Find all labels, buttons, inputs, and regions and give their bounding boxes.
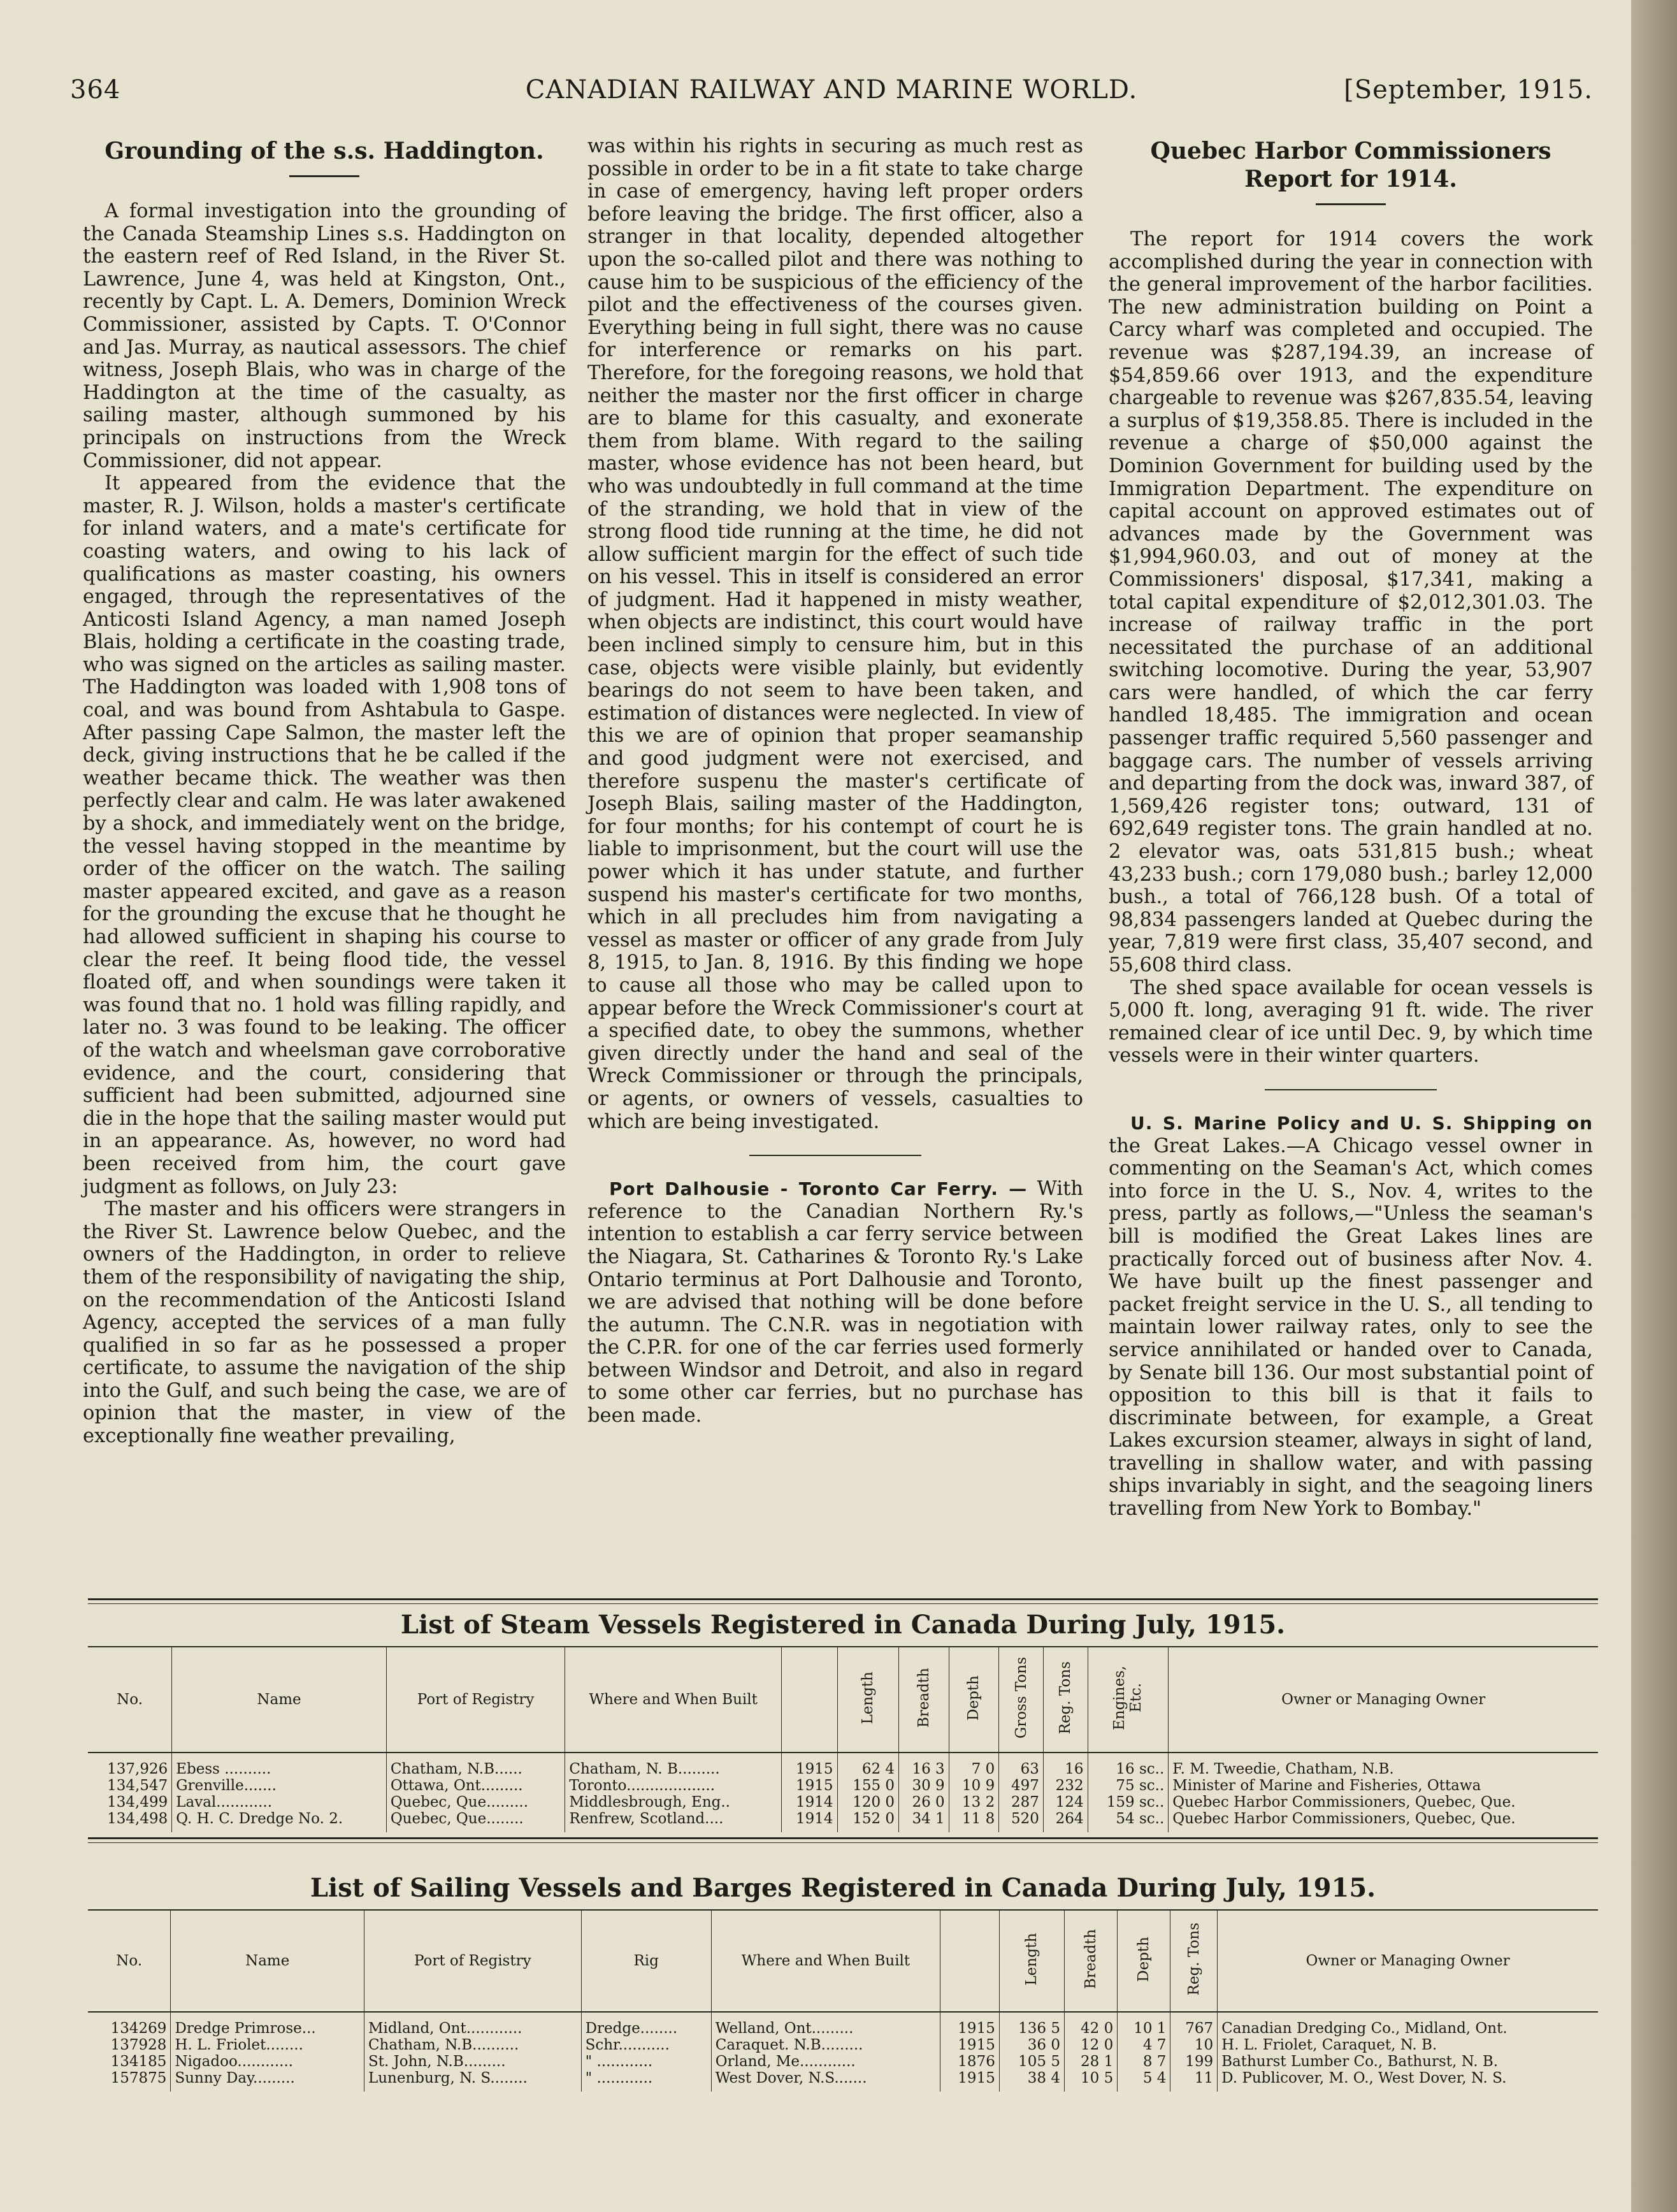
table-cell: 38 4: [999, 2070, 1064, 2092]
table-cell: 10 9: [949, 1777, 999, 1794]
sailing-vessels-section: [88, 1867, 1598, 2092]
table-cell: 134185: [110, 2053, 167, 2070]
table-cell: 34 1: [899, 1811, 949, 1832]
ferry-text: With reference to the Canadian Northern Ry.'s intention to establish a car ferry service between the Niagara, St. Catharines & Toronto Ry.'s Lake Ontario terminus at Port Dalhousie and Toronto, we are advised that nothing will be done before the autumn. The C.N.R. was in negotiation with the C.P.R. for one of the car ferries used formerly between Windsor and Detroit, and also in regard to some other car ferries, but no purchase has been made.: [587, 1178, 1083, 1428]
table-cell: 1914: [781, 1811, 837, 1832]
table-cell: 137,926: [107, 1761, 168, 1777]
table-row: [88, 2012, 1598, 2037]
double-rule: [88, 1598, 1598, 1604]
publication-title: CANADIAN RAILWAY AND MARINE WORLD.: [525, 75, 1138, 105]
paragraph-marine: [1109, 1112, 1593, 1521]
column-header-label: Length: [860, 1671, 877, 1724]
page-number: 364: [70, 75, 121, 105]
divider: [289, 175, 359, 177]
table-cell: 120 0: [837, 1794, 899, 1811]
column-header: Name: [172, 1647, 387, 1753]
column-header: [999, 1910, 1064, 2012]
table-row: [88, 2070, 1598, 2092]
table-cell: 75 sc..: [1088, 1777, 1169, 1794]
steam-vessels-section: [88, 1598, 1598, 1843]
table-cell: 157875: [110, 2070, 167, 2086]
column-header-label: Breadth: [915, 1668, 932, 1728]
table-cell: 497: [999, 1777, 1044, 1794]
paragraph: was within his rights in securing as much rest as possible in order to be in a fit state to take charge in case of emergency, having left proper orders before leaving the bridge. The first officer, also a stranger in that locality, depended altogether upon the so-called pilot and there was nothing to cause him to be suspicious of the efficiency of the pilot and the effectiveness of the courses given. Everything being in full sight, there was no cause for interference or remarks on his part. Therefore, for the foregoing reasons, we hold that neither the master nor the first officer in charge are to blame for this casualty, and exonerate them from blame. With regard to the sailing master, whose evidence has not been heard, but who was undoubtedly in full command at the time of the stranding, we hold that in view of the strong flood tide running at the time, he did not allow sufficient margin for the effect of such tide on his vessel. This in itself is considered an error of judgment. Had it happened in misty weather, when objects are indistinct, this court would have been inclined simply to censure him, but in this case, objects were visible plainly, but evidently bearings do not seem to have been taken, and estimation of distances were neglected. In view of this we are of opinion that proper seamanship and good judgment were not exercised, and therefore suspenu the master's certificate of Joseph Blais, sailing master of the Haddington, for four months; for his contempt of court he is liable to imprisonment, but the court will use the power which it has under statute, and further suspend his master's certificate for two months, which in all precludes him from navigating a vessel as master or officer of any grade from July 8, 1915, to Jan. 8, 1916. By this finding we hope to cause all those who may be called upon to appear before the Wreck Commissioner's court at a specified date, to obey the summons, whether given directly under the hand and seal of the Wreck Commissioner or through the principals, or agents, or owners of vessels, casualties to which are being investigated.: [587, 135, 1083, 1133]
column-header-label: Depth: [1135, 1936, 1153, 1982]
column-header: Name: [171, 1910, 364, 2012]
table-cell: Quebec Harbor Commissioners, Quebec, Que.: [1169, 1811, 1598, 1832]
column-header: Owner or Managing Owner: [1169, 1647, 1598, 1753]
table-cell: 264: [1043, 1811, 1088, 1832]
table-cell: " ............: [581, 2070, 711, 2092]
table-cell: Chatham, N.B......: [386, 1753, 565, 1777]
table-cell: 134,499: [107, 1794, 168, 1811]
table-cell: West Dover, N.S.......: [711, 2070, 940, 2092]
table-cell: Welland, Ont.........: [711, 2012, 940, 2037]
column-header-label: Engines, Etc.: [1111, 1665, 1145, 1730]
table-cell: 134,547: [107, 1777, 168, 1794]
table-cell: 63: [999, 1753, 1044, 1777]
table-cell: St. John, N.B.........: [364, 2053, 581, 2070]
column-header: Where and When Built: [711, 1910, 940, 2012]
column-2: [587, 135, 1083, 1428]
table-cell: Toronto...................: [565, 1777, 782, 1794]
table-row: [88, 2037, 1598, 2053]
table-cell: Chatham, N. B.........: [565, 1753, 782, 1777]
column-header: [781, 1647, 837, 1753]
sailing-vessels-table: [88, 1909, 1598, 2092]
column-header: Owner or Managing Owner: [1218, 1910, 1598, 2012]
table-cell: Grenville.......: [172, 1777, 387, 1794]
table-row: [88, 1777, 1598, 1794]
table-cell: 1915: [940, 2012, 1000, 2037]
table-cell: 1915: [781, 1777, 837, 1794]
ferry-heading: Port Dalhousie - Toronto Car Ferry. —: [609, 1178, 1028, 1200]
column-3: [1109, 131, 1593, 1521]
table-cell: 10: [1170, 2037, 1218, 2053]
table-cell: " ............: [581, 2053, 711, 2070]
table-cell: Orland, Me............: [711, 2053, 940, 2070]
paragraph: The shed space available for ocean vessels is 5,000 ft. long, averaging 91 ft. wide. The river remained clear of ice until Dec. 9, by which time vessels were in their winter quarters.: [1109, 976, 1593, 1067]
table-cell: D. Publicover, M. O., West Dover, N. S.: [1218, 2070, 1598, 2092]
table-cell: 36 0: [999, 2037, 1064, 2053]
marine-text: the Great Lakes.—A Chicago vessel owner in commenting on the Seaman's Act, which comes into force in the U. S., Nov. 4, writes to the press, partly as follows,—"Unless the seaman's bill is modified the Great Lakes lines are practically forced out of business after Nov. 4. We have built up the finest passenger and packet freight service in the U. S., all tending to maintain lower railway rates, only to see the service annihilated or handed over to Canada, by Senate bill 136. Our most substantial point of opposition to this bill is that it fails to discriminate between, for example, a Great Lakes excursion steamer, always in sight of land, travelling in shallow water, and with passing ships invariably in sight, and the seagoing liners travelling from New York to Bombay.": [1109, 1134, 1593, 1521]
table-row: [88, 1753, 1598, 1777]
table-cell: 124: [1043, 1794, 1088, 1811]
column-header: [1170, 1910, 1218, 2012]
column-header: [940, 1910, 1000, 2012]
page-header: [70, 75, 1593, 113]
table-cell: 155 0: [837, 1777, 899, 1794]
table-cell: Q. H. C. Dredge No. 2.: [172, 1811, 387, 1832]
table-row: [88, 1811, 1598, 1832]
column-header: [1118, 1910, 1170, 2012]
column-header-label: Gross Tons: [1012, 1656, 1030, 1739]
table-cell: Caraquet. N.B.........: [711, 2037, 940, 2053]
table-cell: Midland, Ont............: [364, 2012, 581, 2037]
table-cell: 54 sc..: [1088, 1811, 1169, 1832]
issue-date: [September, 1915.: [1344, 75, 1593, 105]
column-header-label: Length: [1023, 1932, 1040, 1986]
table-row: [88, 1794, 1598, 1811]
table-cell: 1915: [781, 1753, 837, 1777]
double-rule: [88, 1837, 1598, 1843]
column-header: [1043, 1647, 1088, 1753]
table-cell: 232: [1043, 1777, 1088, 1794]
column-header: No.: [88, 1910, 171, 2012]
column-header-label: Depth: [965, 1675, 982, 1721]
table-cell: H. L. Friolet........: [171, 2037, 364, 2053]
paragraph-ferry: [587, 1178, 1083, 1428]
table-cell: 137928: [110, 2037, 167, 2053]
column-header: Port of Registry: [364, 1910, 581, 2012]
marine-heading: U. S. Marine Policy and U. S. Shipping on: [1130, 1112, 1593, 1134]
table-cell: 8 7: [1118, 2053, 1170, 2070]
column-header: No.: [88, 1647, 172, 1753]
table-cell: 767: [1170, 2012, 1218, 2037]
table-cell: 26 0: [899, 1794, 949, 1811]
column-header: [999, 1647, 1044, 1753]
column-header: [899, 1647, 949, 1753]
table-cell: F. M. Tweedie, Chatham, N.B.: [1169, 1753, 1598, 1777]
table-cell: 28 1: [1065, 2053, 1118, 2070]
sail-table-title: List of Sailing Vessels and Barges Registered in Canada During July, 1915.: [310, 1873, 1376, 1903]
table-cell: 199: [1170, 2053, 1218, 2070]
table-cell: Ebess ..........: [172, 1753, 387, 1777]
table-cell: Laval............: [172, 1794, 387, 1811]
table-row: [88, 2053, 1598, 2070]
table-cell: Minister of Marine and Fisheries, Ottawa: [1169, 1777, 1598, 1794]
table-cell: 152 0: [837, 1811, 899, 1832]
table-cell: Schr...........: [581, 2037, 711, 2053]
table-cell: Chatham, N.B..........: [364, 2037, 581, 2053]
table-cell: 1876: [940, 2053, 1000, 2070]
table-cell: 42 0: [1065, 2012, 1118, 2037]
table-cell: Ottawa, Ont.........: [386, 1777, 565, 1794]
column-1: [83, 131, 566, 1448]
table-cell: 134,498: [107, 1811, 168, 1827]
table-cell: 134269: [110, 2020, 167, 2037]
column-header: Port of Registry: [386, 1647, 565, 1753]
table-cell: 1915: [940, 2070, 1000, 2092]
table-cell: 136 5: [999, 2012, 1064, 2037]
table-cell: H. L. Friolet, Caraquet, N. B.: [1218, 2037, 1598, 2053]
table-cell: Bathurst Lumber Co., Bathurst, N. B.: [1218, 2053, 1598, 2070]
column-header: Where and When Built: [565, 1647, 782, 1753]
table-cell: 11: [1170, 2070, 1218, 2092]
table-cell: Quebec, Que........: [386, 1811, 565, 1832]
divider: [1316, 203, 1386, 205]
column-header-label: Reg. Tons: [1057, 1661, 1074, 1735]
paragraph: The report for 1914 covers the work accomplished during the year in connection with the general improvement of the harbor facilities. The new administration building on Point a Carcy wharf was completed and occupied. The revenue was $287,194.39, an increase of $54,859.66 over 1913, and the expenditure chargeable to revenue was $267,835.54, leaving a surplus of $19,358.85. There is included in the revenue a charge of $50,000 against the Dominion Government for building used by the Immigration Department. The expenditure on capital account on approved estimates out of advances made by the Government was $1,994,960.03, and out of money at the Commissioners' disposal, $17,341, making a total capital expenditure of $2,012,301.03. The increase of railway traffic in the port necessitated the purchase of an additional switching locomotive. During the year, 53,907 cars were handled, of which the car ferry handled 18,485. The immigration and ocean passenger traffic required 5,560 passenger and baggage cars. The number of vessels arriving and departing from the dock was, inward 387, of 1,569,426 register tons; outward, 131 of 692,649 register tons. The grain handled at no. 2 elevator was, oats 531,815 bush.; wheat 43,233 bush.; corn 179,080 bush.; barley 12,000 bush., a total of 766,128 bush. Of a total of 98,834 passengers landed at Quebec during the year, 7,819 were first class, 35,407 second, and 55,608 third class.: [1109, 228, 1593, 976]
paragraph: It appeared from the evidence that the master, R. J. Wilson, holds a master's certificate for inland waters, and a mate's certificate for coasting waters, and owing to his lack of qualifications as master coasting, his owners engaged, through the representatives of the Anticosti Island Agency, a man named Joseph Blais, holding a certificate in the coasting trade, who was signed on the articles as sailing master. The Haddington was loaded with 1,908 tons of coal, and was bound from Ashtabula to Gaspe. After passing Cape Salmon, the master left the deck, giving instructions that he be called if the weather became thick. The weather was then perfectly clear and calm. He was later awakened by a shock, and immediately went on the bridge, the vessel having stopped in the meantime by order of the officer on the watch. The sailing master appeared excited, and gave as a reason for the grounding the excuse that he thought he had allowed sufficient in shaping his course to clear the reef. It being flood tide, the vessel floated off, and when soundings were taken it was found that no. 1 hold was filling rapidly, and later no. 3 was found to be leaking. The officer of the watch and wheelsman gave corroborative evidence, and the court, considering that sufficient had been submitted, adjourned sine die in the hope that the sailing master would put in an appearance. As, however, no word had been received from him, the court gave judgment as follows, on July 23:: [83, 472, 566, 1198]
table-cell: 16: [1043, 1753, 1088, 1777]
steam-table-title: List of Steam Vessels Registered in Canada During July, 1915.: [400, 1610, 1286, 1640]
column-header-label: Reg. Tons: [1185, 1922, 1202, 1996]
table-cell: Nigadoo............: [171, 2053, 364, 2070]
table-cell: Renfrew, Scotland....: [565, 1811, 782, 1832]
table-cell: Canadian Dredging Co., Midland, Ont.: [1218, 2012, 1598, 2037]
table-cell: Middlesbrough, Eng..: [565, 1794, 782, 1811]
paragraph: A formal investigation into the grounding of the Canada Steamship Lines s.s. Haddington on the eastern reef of Red Island, in the River St. Lawrence, June 4, was held at Kingston, Ont., recently by Capt. L. A. Demers, Dominion Wreck Commissioner, assisted by Capts. T. O'Connor and Jas. Murray, as nautical assessors. The chief witness, Joseph Blais, who was in charge of the Haddington at the time of the casualty, as sailing master, although summoned by his principals on instructions from the Wreck Commissioner, did not appear.: [83, 200, 566, 472]
table-cell: 7 0: [949, 1753, 999, 1777]
table-cell: Dredge........: [581, 2012, 711, 2037]
paragraph: The master and his officers were strangers in the River St. Lawrence below Quebec, and the owners of the Haddington, in order to relieve them of the responsibility of navigating the ship, on the recommendation of the Anticosti Island Agency, accepted the services of a man fully qualified in so far as he possessed a proper certificate, to assume the navigation of the ship into the Gulf, and such being the case, we are of opinion that the master, in view of the exceptionally fine weather prevailing,: [83, 1198, 566, 1448]
page-edge: [1631, 0, 1677, 2212]
table-cell: Dredge Primrose...: [171, 2012, 364, 2037]
table-cell: 159 sc..: [1088, 1794, 1169, 1811]
article-heading-quebec: Quebec Harbor Commissioners Report for 1914.: [1150, 138, 1551, 192]
divider: [1265, 1089, 1437, 1090]
column-header: Rig: [581, 1910, 711, 2012]
table-cell: 12 0: [1065, 2037, 1118, 2053]
table-cell: 105 5: [999, 2053, 1064, 2070]
table-cell: Sunny Day.........: [171, 2070, 364, 2092]
table-cell: Quebec Harbor Commissioners, Quebec, Que.: [1169, 1794, 1598, 1811]
table-cell: 16 3: [899, 1753, 949, 1777]
table-cell: 10 1: [1118, 2012, 1170, 2037]
table-cell: 30 9: [899, 1777, 949, 1794]
column-header: [1065, 1910, 1118, 2012]
column-header-label: Breadth: [1083, 1929, 1100, 1989]
column-header: [837, 1647, 899, 1753]
table-cell: Lunenburg, N. S........: [364, 2070, 581, 2092]
table-cell: 287: [999, 1794, 1044, 1811]
steam-vessels-table: [88, 1646, 1598, 1832]
divider: [749, 1155, 921, 1156]
table-cell: 1915: [940, 2037, 1000, 2053]
table-cell: Quebec, Que.........: [386, 1794, 565, 1811]
table-cell: 11 8: [949, 1811, 999, 1832]
table-cell: 520: [999, 1811, 1044, 1832]
column-header: [1088, 1647, 1169, 1753]
table-cell: 5 4: [1118, 2070, 1170, 2092]
article-heading-haddington: Grounding of the s.s. Haddington.: [104, 138, 544, 164]
table-cell: 4 7: [1118, 2037, 1170, 2053]
column-header: [949, 1647, 999, 1753]
table-cell: 62 4: [837, 1753, 899, 1777]
table-cell: 1914: [781, 1794, 837, 1811]
table-cell: 13 2: [949, 1794, 999, 1811]
table-cell: 10 5: [1065, 2070, 1118, 2092]
table-cell: 16 sc..: [1088, 1753, 1169, 1777]
